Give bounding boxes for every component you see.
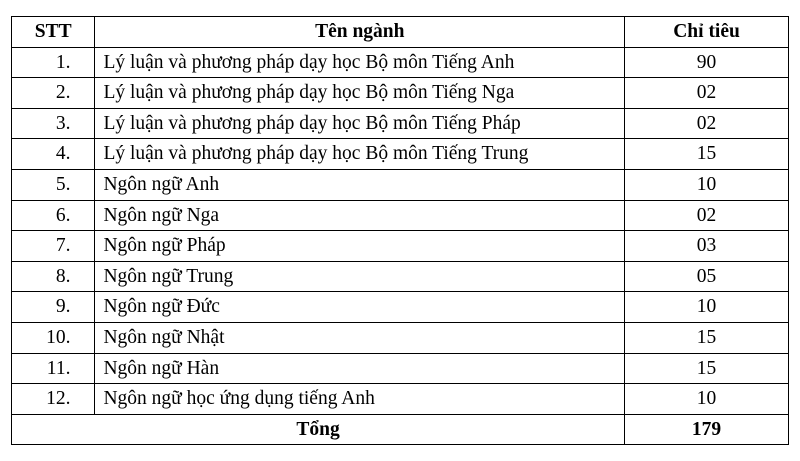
table-row — [12, 384, 789, 415]
total-row — [12, 414, 789, 445]
row-name: Ngôn ngữ Trung — [95, 261, 625, 292]
row-quota: 15 — [625, 139, 789, 170]
row-name: Ngôn ngữ Đức — [95, 292, 625, 323]
row-name: Lý luận và phương pháp dạy học Bộ môn Tiếng Nga — [95, 78, 625, 109]
row-stt: 4. — [12, 139, 95, 170]
row-stt: 12. — [12, 384, 95, 415]
row-quota: 10 — [625, 169, 789, 200]
total-label: Tổng — [12, 414, 625, 445]
quota-table — [11, 16, 789, 445]
table-row — [12, 78, 789, 109]
table-row — [12, 200, 789, 231]
total-value: 179 — [625, 414, 789, 445]
row-quota: 02 — [625, 78, 789, 109]
row-name: Lý luận và phương pháp dạy học Bộ môn Tiếng Trung — [95, 139, 625, 170]
row-quota: 05 — [625, 261, 789, 292]
row-quota: 15 — [625, 353, 789, 384]
table-row — [12, 322, 789, 353]
table-row — [12, 231, 789, 262]
row-stt: 7. — [12, 231, 95, 262]
row-quota: 15 — [625, 322, 789, 353]
table-row — [12, 169, 789, 200]
row-name: Lý luận và phương pháp dạy học Bộ môn Tiếng Anh — [95, 47, 625, 78]
row-name: Ngôn ngữ học ứng dụng tiếng Anh — [95, 384, 625, 415]
row-name: Ngôn ngữ Nhật — [95, 322, 625, 353]
row-stt: 11. — [12, 353, 95, 384]
table-row — [12, 353, 789, 384]
table-row — [12, 47, 789, 78]
row-stt: 3. — [12, 108, 95, 139]
row-name: Ngôn ngữ Anh — [95, 169, 625, 200]
row-stt: 6. — [12, 200, 95, 231]
table-row — [12, 108, 789, 139]
row-quota: 10 — [625, 292, 789, 323]
row-quota: 02 — [625, 108, 789, 139]
header-stt: STT — [12, 17, 95, 48]
row-name: Ngôn ngữ Pháp — [95, 231, 625, 262]
row-stt: 1. — [12, 47, 95, 78]
row-name: Lý luận và phương pháp dạy học Bộ môn Tiếng Pháp — [95, 108, 625, 139]
header-row — [12, 17, 789, 48]
row-stt: 9. — [12, 292, 95, 323]
row-name: Ngôn ngữ Hàn — [95, 353, 625, 384]
row-quota: 02 — [625, 200, 789, 231]
row-quota: 10 — [625, 384, 789, 415]
row-stt: 5. — [12, 169, 95, 200]
row-quota: 90 — [625, 47, 789, 78]
header-quota: Chỉ tiêu — [625, 17, 789, 48]
table-row — [12, 139, 789, 170]
row-quota: 03 — [625, 231, 789, 262]
row-stt: 2. — [12, 78, 95, 109]
table-row — [12, 261, 789, 292]
table-row — [12, 292, 789, 323]
row-stt: 8. — [12, 261, 95, 292]
header-name: Tên ngành — [95, 17, 625, 48]
row-name: Ngôn ngữ Nga — [95, 200, 625, 231]
row-stt: 10. — [12, 322, 95, 353]
